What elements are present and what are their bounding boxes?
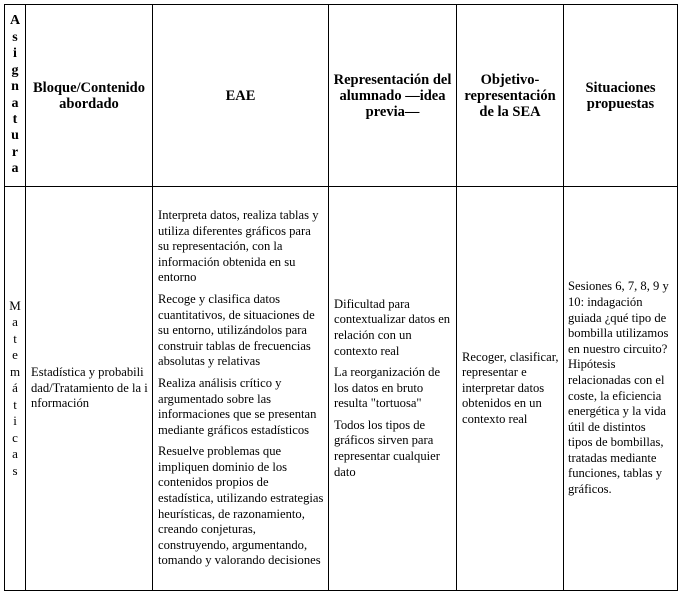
representacion-item: Todos los tipos de gráficos sirven para representar cualquier dato <box>334 417 440 479</box>
representacion-item: Dificultad para contextualizar datos en relación con un contexto real <box>334 296 451 358</box>
eae-item: Resuelve problemas que impliquen dominio de los contenidos propios de estadística, utilizando estrategias heurísticas, de razonamiento, creando conjeturas, construyendo, argumentando, tomando y valorando decisiones <box>158 444 324 568</box>
header-eae: EAE <box>153 5 329 187</box>
header-situaciones: Situaciones propuestas <box>564 5 678 187</box>
header-objetivo: Objetivo-representación de la SEA <box>457 5 564 187</box>
eae-item: Recoge y clasifica datos cuantitativos, de situaciones de su entorno, utilizándolos para construir tablas de frecuencias absolutas y relativas <box>158 291 315 369</box>
header-row <box>5 5 678 187</box>
cell-representacion <box>329 187 457 591</box>
table-row <box>5 187 678 591</box>
cell-eae <box>153 187 329 591</box>
header-asignatura: A s i g n a t u r a <box>5 5 26 187</box>
header-bloque: Bloque/Contenido abordado <box>26 5 153 187</box>
sea-table <box>4 4 678 591</box>
eae-item: Realiza análisis crítico y argumentado sobre las informaciones que se presentan mediante gráficos estadísticos <box>158 375 317 437</box>
cell-bloque: Estadística y probabilidad/Tratamiento de la información <box>26 187 153 591</box>
header-representacion: Representación del alumnado —idea previa— <box>329 5 457 187</box>
eae-item: Interpreta datos, realiza tablas y utiliza diferentes gráficos para su representación, con la información obtenida en su entorno <box>158 207 319 285</box>
representacion-item: La reorganización de los datos en bruto resulta "tortuosa" <box>334 365 441 411</box>
cell-asignatura: M a t e m á t i c a s <box>5 187 26 591</box>
cell-objetivo: Recoger, clasificar, representar e interpretar datos obtenidos en un contexto real <box>457 187 564 591</box>
cell-situaciones: Sesiones 6, 7, 8, 9 y 10: indagación guiada ¿qué tipo de bombilla utilizamos en nuestro circuito? Hipótesis relacionadas con el coste, la eficiencia energética y la vida útil de distintos tipos de bombillas, tratadas mediante funciones, tablas y gráficos. <box>564 187 678 591</box>
